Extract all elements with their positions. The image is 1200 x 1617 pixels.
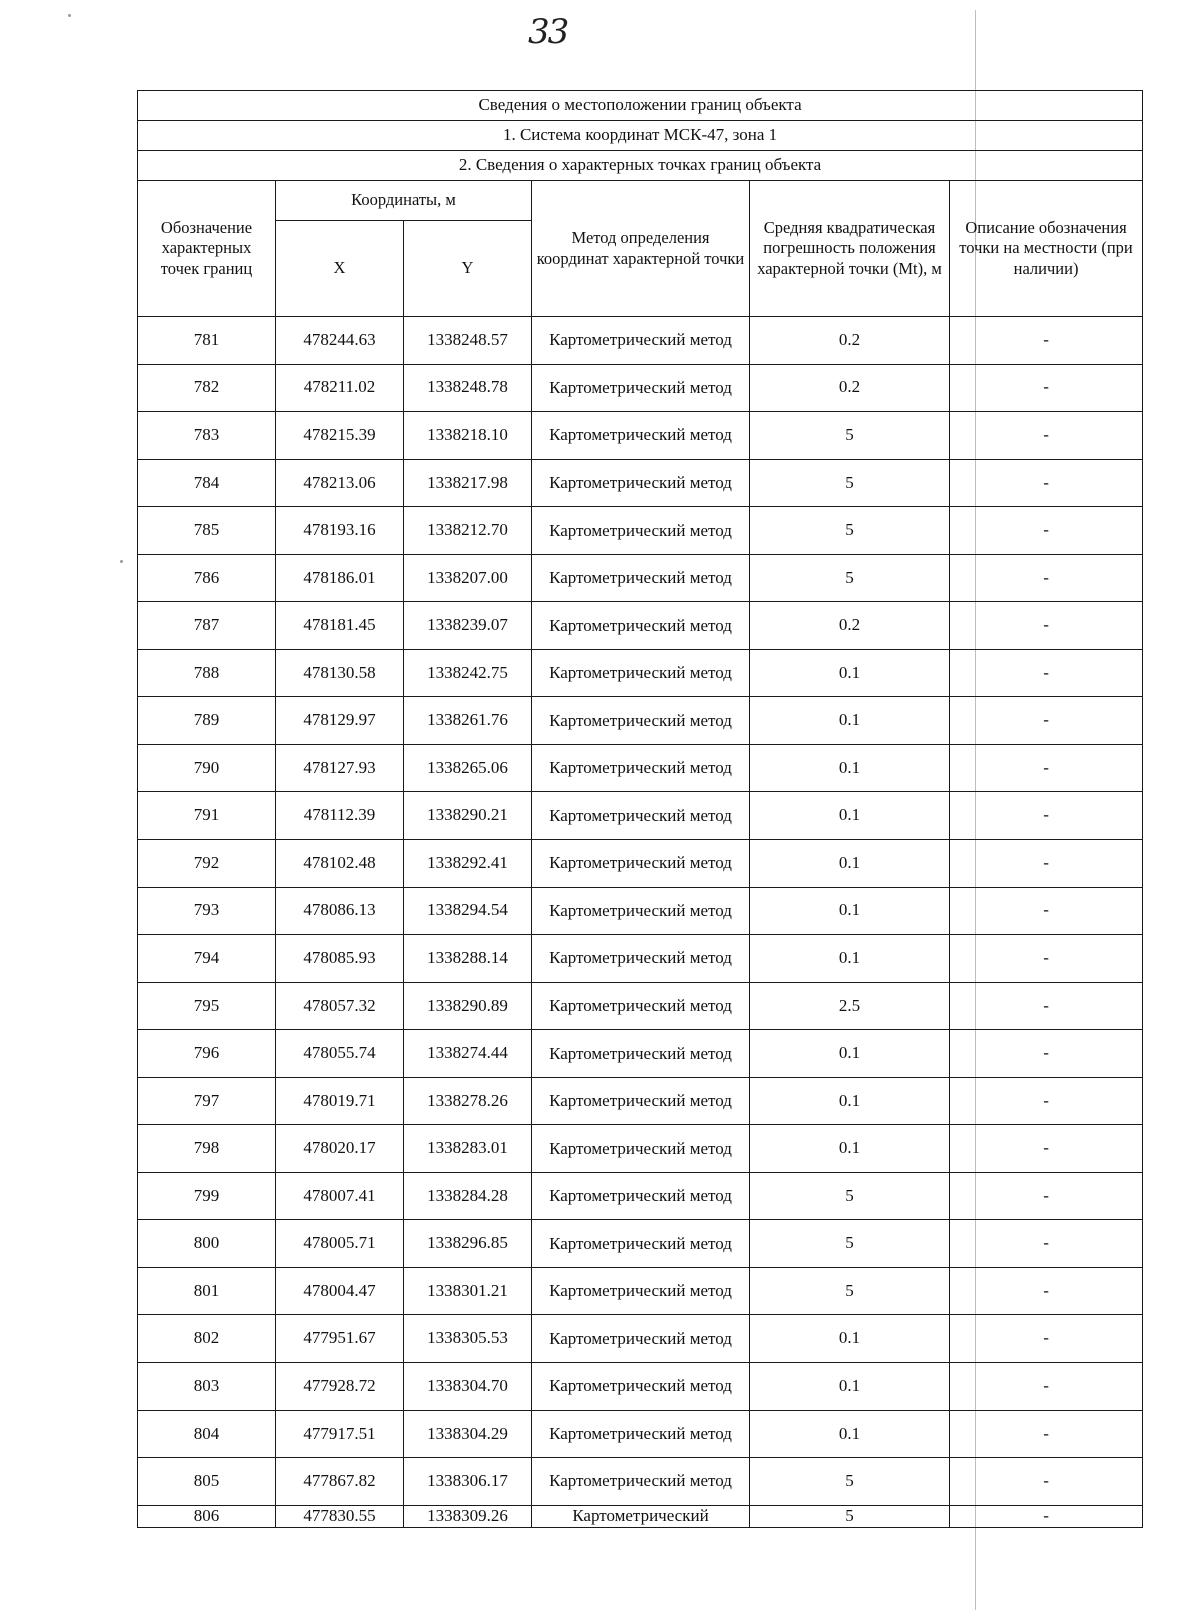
method-cell: Картометрический метод [532,412,750,460]
description-cell: - [950,317,1143,365]
table-row [138,1077,1143,1125]
y-coordinate-cell: 1338292.41 [404,840,532,888]
error-cell: 0.1 [750,1125,950,1173]
method-cell: Картометрический метод [532,1267,750,1315]
scan-speck [68,14,71,17]
method-cell: Картометрический метод [532,1125,750,1173]
error-cell: 0.1 [750,792,950,840]
error-cell: 0.1 [750,1030,950,1078]
header-y: Y [404,221,532,317]
table-row [138,1410,1143,1458]
table-body [138,317,1143,1528]
x-coordinate-cell: 477830.55 [276,1505,404,1527]
coordinate-system: 1. Система координат МСК-47, зона 1 [138,121,1143,151]
header-x: X [276,221,404,317]
description-cell: - [950,935,1143,983]
x-coordinate-cell: 477917.51 [276,1410,404,1458]
x-coordinate-cell: 478020.17 [276,1125,404,1173]
error-cell: 0.1 [750,887,950,935]
error-cell: 0.1 [750,649,950,697]
header-coordinates: Координаты, м [276,181,532,221]
x-coordinate-cell: 478215.39 [276,412,404,460]
table-row [138,364,1143,412]
y-coordinate-cell: 1338305.53 [404,1315,532,1363]
description-cell: - [950,697,1143,745]
description-cell: - [950,1077,1143,1125]
point-cell: 785 [138,507,276,555]
method-cell: Картометрический метод [532,744,750,792]
header-description: Описание обозначения точки на местности (при наличии) [950,181,1143,317]
x-coordinate-cell: 478085.93 [276,935,404,983]
point-cell: 792 [138,840,276,888]
description-cell: - [950,887,1143,935]
x-coordinate-cell: 478186.01 [276,554,404,602]
error-cell: 5 [750,554,950,602]
y-coordinate-cell: 1338290.89 [404,982,532,1030]
point-cell: 793 [138,887,276,935]
y-coordinate-cell: 1338288.14 [404,935,532,983]
method-cell: Картометрический метод [532,1220,750,1268]
point-cell: 783 [138,412,276,460]
x-coordinate-cell: 478019.71 [276,1077,404,1125]
point-cell: 802 [138,1315,276,1363]
method-cell: Картометрический метод [532,459,750,507]
table-row [138,887,1143,935]
y-coordinate-cell: 1338304.29 [404,1410,532,1458]
table-row [138,1030,1143,1078]
y-coordinate-cell: 1338301.21 [404,1267,532,1315]
point-cell: 790 [138,744,276,792]
page-number: 33 [528,12,568,52]
point-cell: 795 [138,982,276,1030]
method-cell: Картометрический метод [532,982,750,1030]
description-cell: - [950,1220,1143,1268]
table-row [138,649,1143,697]
table-row [138,982,1143,1030]
y-coordinate-cell: 1338304.70 [404,1363,532,1411]
table-row [138,935,1143,983]
description-cell: - [950,840,1143,888]
x-coordinate-cell: 478130.58 [276,649,404,697]
method-cell: Картометрический метод [532,697,750,745]
point-cell: 781 [138,317,276,365]
method-cell: Картометрический метод [532,887,750,935]
method-cell: Картометрический метод [532,935,750,983]
x-coordinate-cell: 478127.93 [276,744,404,792]
method-cell: Картометрический метод [532,840,750,888]
error-cell: 2.5 [750,982,950,1030]
description-cell: - [950,1410,1143,1458]
description-cell: - [950,554,1143,602]
method-cell: Картометрический метод [532,364,750,412]
x-coordinate-cell: 478086.13 [276,887,404,935]
table-row [138,792,1143,840]
point-cell: 800 [138,1220,276,1268]
error-cell: 5 [750,1458,950,1506]
point-cell: 805 [138,1458,276,1506]
x-coordinate-cell: 478213.06 [276,459,404,507]
y-coordinate-cell: 1338278.26 [404,1077,532,1125]
header-method: Метод определения координат характерной точки [532,181,750,317]
point-cell: 806 [138,1505,276,1527]
error-cell: 0.1 [750,840,950,888]
x-coordinate-cell: 478007.41 [276,1172,404,1220]
x-coordinate-cell: 478055.74 [276,1030,404,1078]
description-cell: - [950,1458,1143,1506]
error-cell: 5 [750,1172,950,1220]
y-coordinate-cell: 1338239.07 [404,602,532,650]
error-cell: 0.2 [750,602,950,650]
point-cell: 784 [138,459,276,507]
description-cell: - [950,1363,1143,1411]
description-cell: - [950,364,1143,412]
table-row [138,1363,1143,1411]
point-cell: 787 [138,602,276,650]
description-cell: - [950,602,1143,650]
point-cell: 801 [138,1267,276,1315]
point-cell: 789 [138,697,276,745]
x-coordinate-cell: 478244.63 [276,317,404,365]
point-cell: 804 [138,1410,276,1458]
method-cell: Картометрический метод [532,649,750,697]
table-row [138,840,1143,888]
y-coordinate-cell: 1338207.00 [404,554,532,602]
y-coordinate-cell: 1338265.06 [404,744,532,792]
error-cell: 5 [750,1505,950,1527]
table-row [138,412,1143,460]
table-row [138,1267,1143,1315]
description-cell: - [950,507,1143,555]
table-row [138,1315,1143,1363]
method-cell: Картометрический метод [532,1315,750,1363]
x-coordinate-cell: 478004.47 [276,1267,404,1315]
table-row [138,459,1143,507]
error-cell: 5 [750,507,950,555]
y-coordinate-cell: 1338217.98 [404,459,532,507]
error-cell: 0.1 [750,935,950,983]
description-cell: - [950,459,1143,507]
x-coordinate-cell: 477867.82 [276,1458,404,1506]
y-coordinate-cell: 1338212.70 [404,507,532,555]
method-cell: Картометрический [532,1505,750,1527]
point-cell: 796 [138,1030,276,1078]
table-row [138,1172,1143,1220]
table-row [138,602,1143,650]
x-coordinate-cell: 478129.97 [276,697,404,745]
y-coordinate-cell: 1338309.26 [404,1505,532,1527]
x-coordinate-cell: 478112.39 [276,792,404,840]
error-cell: 0.1 [750,744,950,792]
error-cell: 5 [750,412,950,460]
description-cell: - [950,412,1143,460]
description-cell: - [950,744,1143,792]
method-cell: Картометрический метод [532,1458,750,1506]
point-cell: 803 [138,1363,276,1411]
table-row [138,697,1143,745]
method-cell: Картометрический метод [532,507,750,555]
point-cell: 782 [138,364,276,412]
point-cell: 797 [138,1077,276,1125]
point-cell: 791 [138,792,276,840]
description-cell: - [950,1315,1143,1363]
x-coordinate-cell: 478193.16 [276,507,404,555]
boundary-points-table [137,90,1143,1528]
error-cell: 0.2 [750,317,950,365]
description-cell: - [950,1505,1143,1527]
error-cell: 5 [750,459,950,507]
table-row [138,507,1143,555]
x-coordinate-cell: 478057.32 [276,982,404,1030]
table-row [138,554,1143,602]
x-coordinate-cell: 477928.72 [276,1363,404,1411]
table-title: Сведения о местоположении границ объекта [138,91,1143,121]
method-cell: Картометрический метод [532,554,750,602]
error-cell: 5 [750,1267,950,1315]
x-coordinate-cell: 478211.02 [276,364,404,412]
method-cell: Картометрический метод [532,792,750,840]
y-coordinate-cell: 1338274.44 [404,1030,532,1078]
error-cell: 0.2 [750,364,950,412]
error-cell: 0.1 [750,1315,950,1363]
method-cell: Картометрический метод [532,1077,750,1125]
description-cell: - [950,1267,1143,1315]
x-coordinate-cell: 478102.48 [276,840,404,888]
error-cell: 0.1 [750,1077,950,1125]
point-cell: 788 [138,649,276,697]
x-coordinate-cell: 478181.45 [276,602,404,650]
error-cell: 5 [750,1220,950,1268]
description-cell: - [950,1125,1143,1173]
y-coordinate-cell: 1338284.28 [404,1172,532,1220]
y-coordinate-cell: 1338283.01 [404,1125,532,1173]
header-error: Средняя квадратическая погрешность положения характерной точки (Mt), м [750,181,950,317]
description-cell: - [950,1030,1143,1078]
y-coordinate-cell: 1338296.85 [404,1220,532,1268]
y-coordinate-cell: 1338261.76 [404,697,532,745]
method-cell: Картометрический метод [532,1410,750,1458]
x-coordinate-cell: 477951.67 [276,1315,404,1363]
table-row [138,744,1143,792]
table-row [138,1458,1143,1506]
method-cell: Картометрический метод [532,317,750,365]
error-cell: 0.1 [750,697,950,745]
description-cell: - [950,982,1143,1030]
method-cell: Картометрический метод [532,1363,750,1411]
table-row [138,317,1143,365]
scan-speck [120,560,123,563]
description-cell: - [950,1172,1143,1220]
y-coordinate-cell: 1338242.75 [404,649,532,697]
header-point: Обозначение характерных точек границ [138,181,276,317]
point-cell: 794 [138,935,276,983]
y-coordinate-cell: 1338218.10 [404,412,532,460]
description-cell: - [950,792,1143,840]
table-row [138,1505,1143,1527]
y-coordinate-cell: 1338248.57 [404,317,532,365]
y-coordinate-cell: 1338294.54 [404,887,532,935]
y-coordinate-cell: 1338306.17 [404,1458,532,1506]
point-cell: 786 [138,554,276,602]
point-cell: 798 [138,1125,276,1173]
method-cell: Картометрический метод [532,1030,750,1078]
x-coordinate-cell: 478005.71 [276,1220,404,1268]
points-section-title: 2. Сведения о характерных точках границ объекта [138,151,1143,181]
y-coordinate-cell: 1338290.21 [404,792,532,840]
y-coordinate-cell: 1338248.78 [404,364,532,412]
method-cell: Картометрический метод [532,602,750,650]
error-cell: 0.1 [750,1363,950,1411]
method-cell: Картометрический метод [532,1172,750,1220]
point-cell: 799 [138,1172,276,1220]
description-cell: - [950,649,1143,697]
table-row [138,1220,1143,1268]
error-cell: 0.1 [750,1410,950,1458]
table-row [138,1125,1143,1173]
